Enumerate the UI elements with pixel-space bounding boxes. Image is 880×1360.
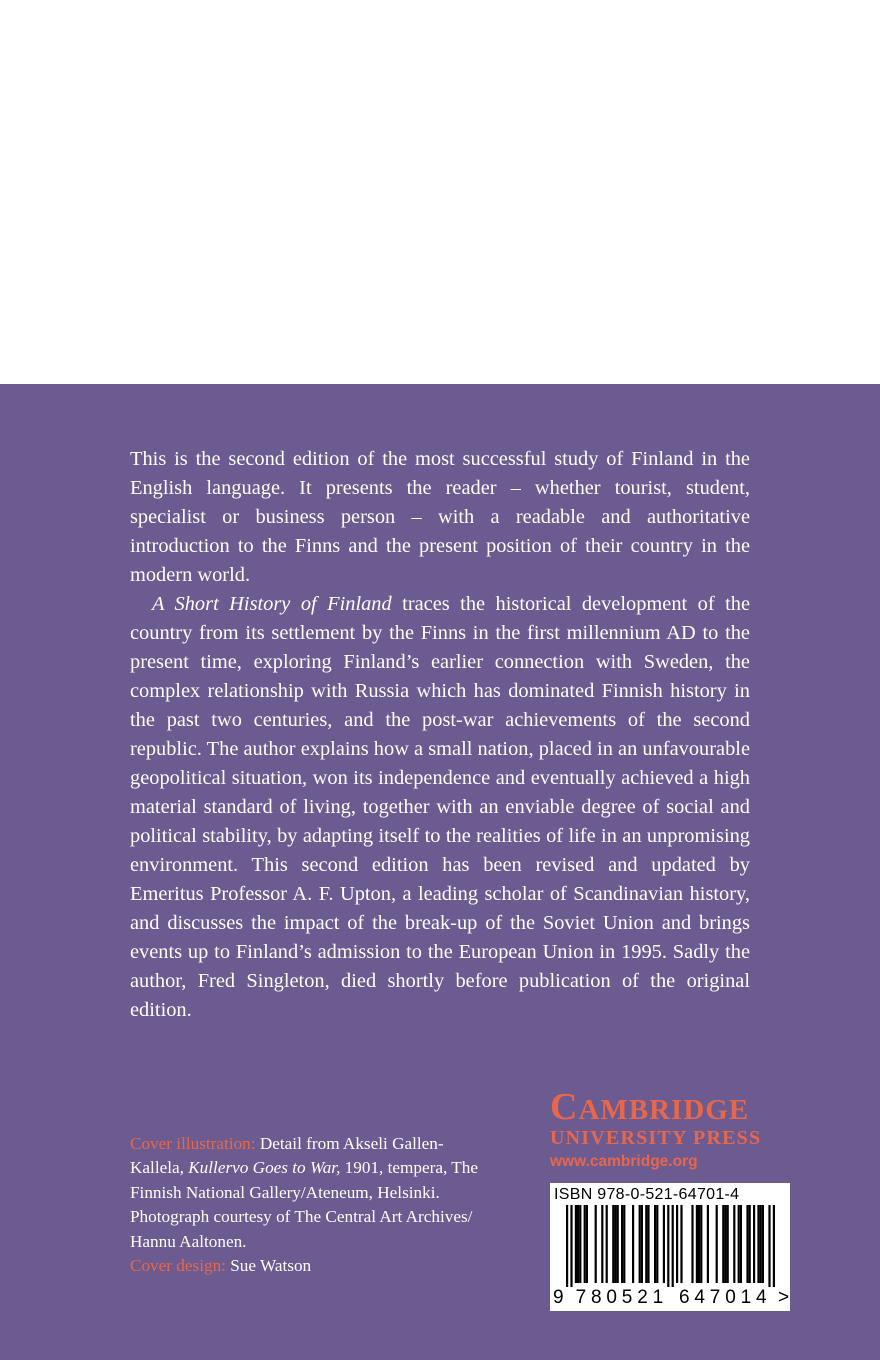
barcode-bar: [570, 1205, 572, 1287]
barcode-bar: [601, 1205, 603, 1283]
ean-digit: 4: [756, 1287, 767, 1308]
publisher-url: www.cambridge.org: [550, 1153, 698, 1170]
barcode-bar: [575, 1205, 577, 1283]
barcode-bar: [647, 1205, 649, 1283]
barcode-bar: [740, 1205, 742, 1283]
barcode-bar: [656, 1205, 658, 1283]
illustration-text-2: 1901, tempera, The Finnish National Gallery/Ateneum, Helsinki. Photograph courtesy of The Central Art Archives/ Hannu Aaltonen.: [130, 1158, 478, 1251]
barcode-bar: [663, 1205, 665, 1283]
blurb-paragraph-2-body: traces the historical development of the country from its settlement by the Finns in the first millennium AD to the present time, exploring Finland’s earlier connection with Sweden, the complex relationship with Russia which has dominated Finnish history in the past two centuries, and the post-war achievements of the second republic. The author explains how a small nation, placed in an unfavourable geopolitical situation, won its independence and eventually achieved a high material standard of living, together with an enviable degree of social and political stability, by adapting itself to the realities of life in an unpromising environment. This second edition has been revised and updated by Emeritus Professor A. F. Upton, a leading scholar of Scandinavian history, and discusses the impact of the break-up of the Soviet Union and brings events up to Finland’s admission to the European Union in 1995. Sadly the author, Fred Singleton, died shortly before publication of the original edition.: [130, 593, 750, 1021]
book-title-italic: A Short History of Finland: [152, 593, 392, 615]
barcode-bar: [676, 1205, 678, 1283]
design-label: Cover design:: [130, 1256, 226, 1276]
barcode-bar: [762, 1205, 764, 1283]
ean-digit: 5: [621, 1287, 633, 1308]
barcode-bar: [645, 1205, 647, 1283]
publisher-name-rest: AMBRIDGE: [578, 1094, 750, 1126]
barcode-bar: [654, 1205, 656, 1283]
barcode-bar: [733, 1205, 735, 1283]
cover-credits: [130, 1132, 490, 1278]
barcode-bar: [667, 1205, 669, 1287]
blurb-text: [130, 445, 750, 1025]
barcode-bar: [623, 1205, 625, 1283]
publisher-name: [550, 1086, 795, 1128]
barcode-bar: [700, 1205, 702, 1283]
illustration-credit: [130, 1132, 490, 1254]
barcode-bar: [768, 1205, 770, 1287]
barcode-bar: [753, 1205, 755, 1283]
barcode-bar: [773, 1205, 775, 1287]
barcode-bar: [738, 1205, 740, 1283]
barcode-bar: [606, 1205, 608, 1283]
barcode-bar: [707, 1205, 709, 1283]
barcode-bar: [612, 1205, 614, 1283]
ean-digit: 1: [740, 1287, 752, 1308]
publisher-subtitle: UNIVERSITY PRESS: [550, 1127, 762, 1149]
barcode-bar: [614, 1205, 616, 1283]
barcode-bar: [586, 1205, 588, 1283]
barcode-bar: [566, 1205, 568, 1287]
design-credit: [130, 1254, 490, 1278]
blurb-paragraph-2: [130, 590, 750, 1025]
barcode-bar: [696, 1205, 698, 1283]
barcode-bar: [639, 1205, 641, 1283]
barcode-bar: [716, 1205, 718, 1283]
barcode-bar: [579, 1205, 581, 1283]
ean-digit: 2: [637, 1287, 648, 1308]
blurb-paragraph-1: This is the second edition of the most successful study of Finland in the English language. It presents the reader – whether tourist, student, specialist or business person – with a readable and authoritative introduction to the Finns and the present position of their country in the modern world.: [130, 448, 750, 586]
barcode-bar: [621, 1205, 623, 1283]
artwork-title: Kullervo Goes to War,: [188, 1158, 341, 1178]
barcode-bar: [749, 1205, 751, 1283]
barcode-bars: [550, 1205, 790, 1287]
isbn-barcode: [550, 1183, 790, 1311]
barcode-bar: [632, 1205, 634, 1283]
ean-digits: [550, 1287, 790, 1309]
ean-digit: 6: [679, 1287, 690, 1308]
ean-digit: 0: [606, 1287, 617, 1308]
barcode-bar: [698, 1205, 700, 1283]
barcode-bar: [595, 1205, 597, 1283]
barcode-bar: [746, 1205, 748, 1283]
barcode-bar: [722, 1205, 724, 1283]
ean-digit: 1: [652, 1287, 664, 1308]
barcode-bar: [584, 1205, 586, 1283]
barcode-bar: [577, 1205, 579, 1283]
ean-digit: 7: [575, 1287, 587, 1308]
barcode-bar: [617, 1205, 619, 1283]
barcode-bar: [724, 1205, 726, 1283]
barcode-bar: [757, 1205, 759, 1283]
barcode-bar: [672, 1205, 674, 1287]
illustration-label: Cover illustration:: [130, 1134, 256, 1153]
barcode-bar: [641, 1205, 643, 1283]
publisher-logo: [550, 1086, 795, 1173]
ean-digit: 8: [591, 1287, 602, 1308]
isbn-label: ISBN 978-0-521-64701-4: [554, 1186, 740, 1203]
designer-name: Sue Watson: [225, 1256, 312, 1276]
barcode-bar: [760, 1205, 762, 1283]
ean-digit: 9: [553, 1287, 564, 1308]
barcode-bar: [727, 1205, 729, 1283]
ean-digit: 4: [694, 1287, 705, 1308]
ean-digit: >: [778, 1287, 790, 1308]
barcode-bar: [680, 1205, 682, 1283]
ean-digit: 0: [725, 1287, 736, 1308]
illustration-text-1: Detail from Akseli Gallen-Kallela,: [130, 1134, 444, 1178]
ean-digit: 7: [709, 1287, 721, 1308]
barcode-bar: [691, 1205, 693, 1283]
publisher-name-initial: C: [550, 1086, 579, 1128]
